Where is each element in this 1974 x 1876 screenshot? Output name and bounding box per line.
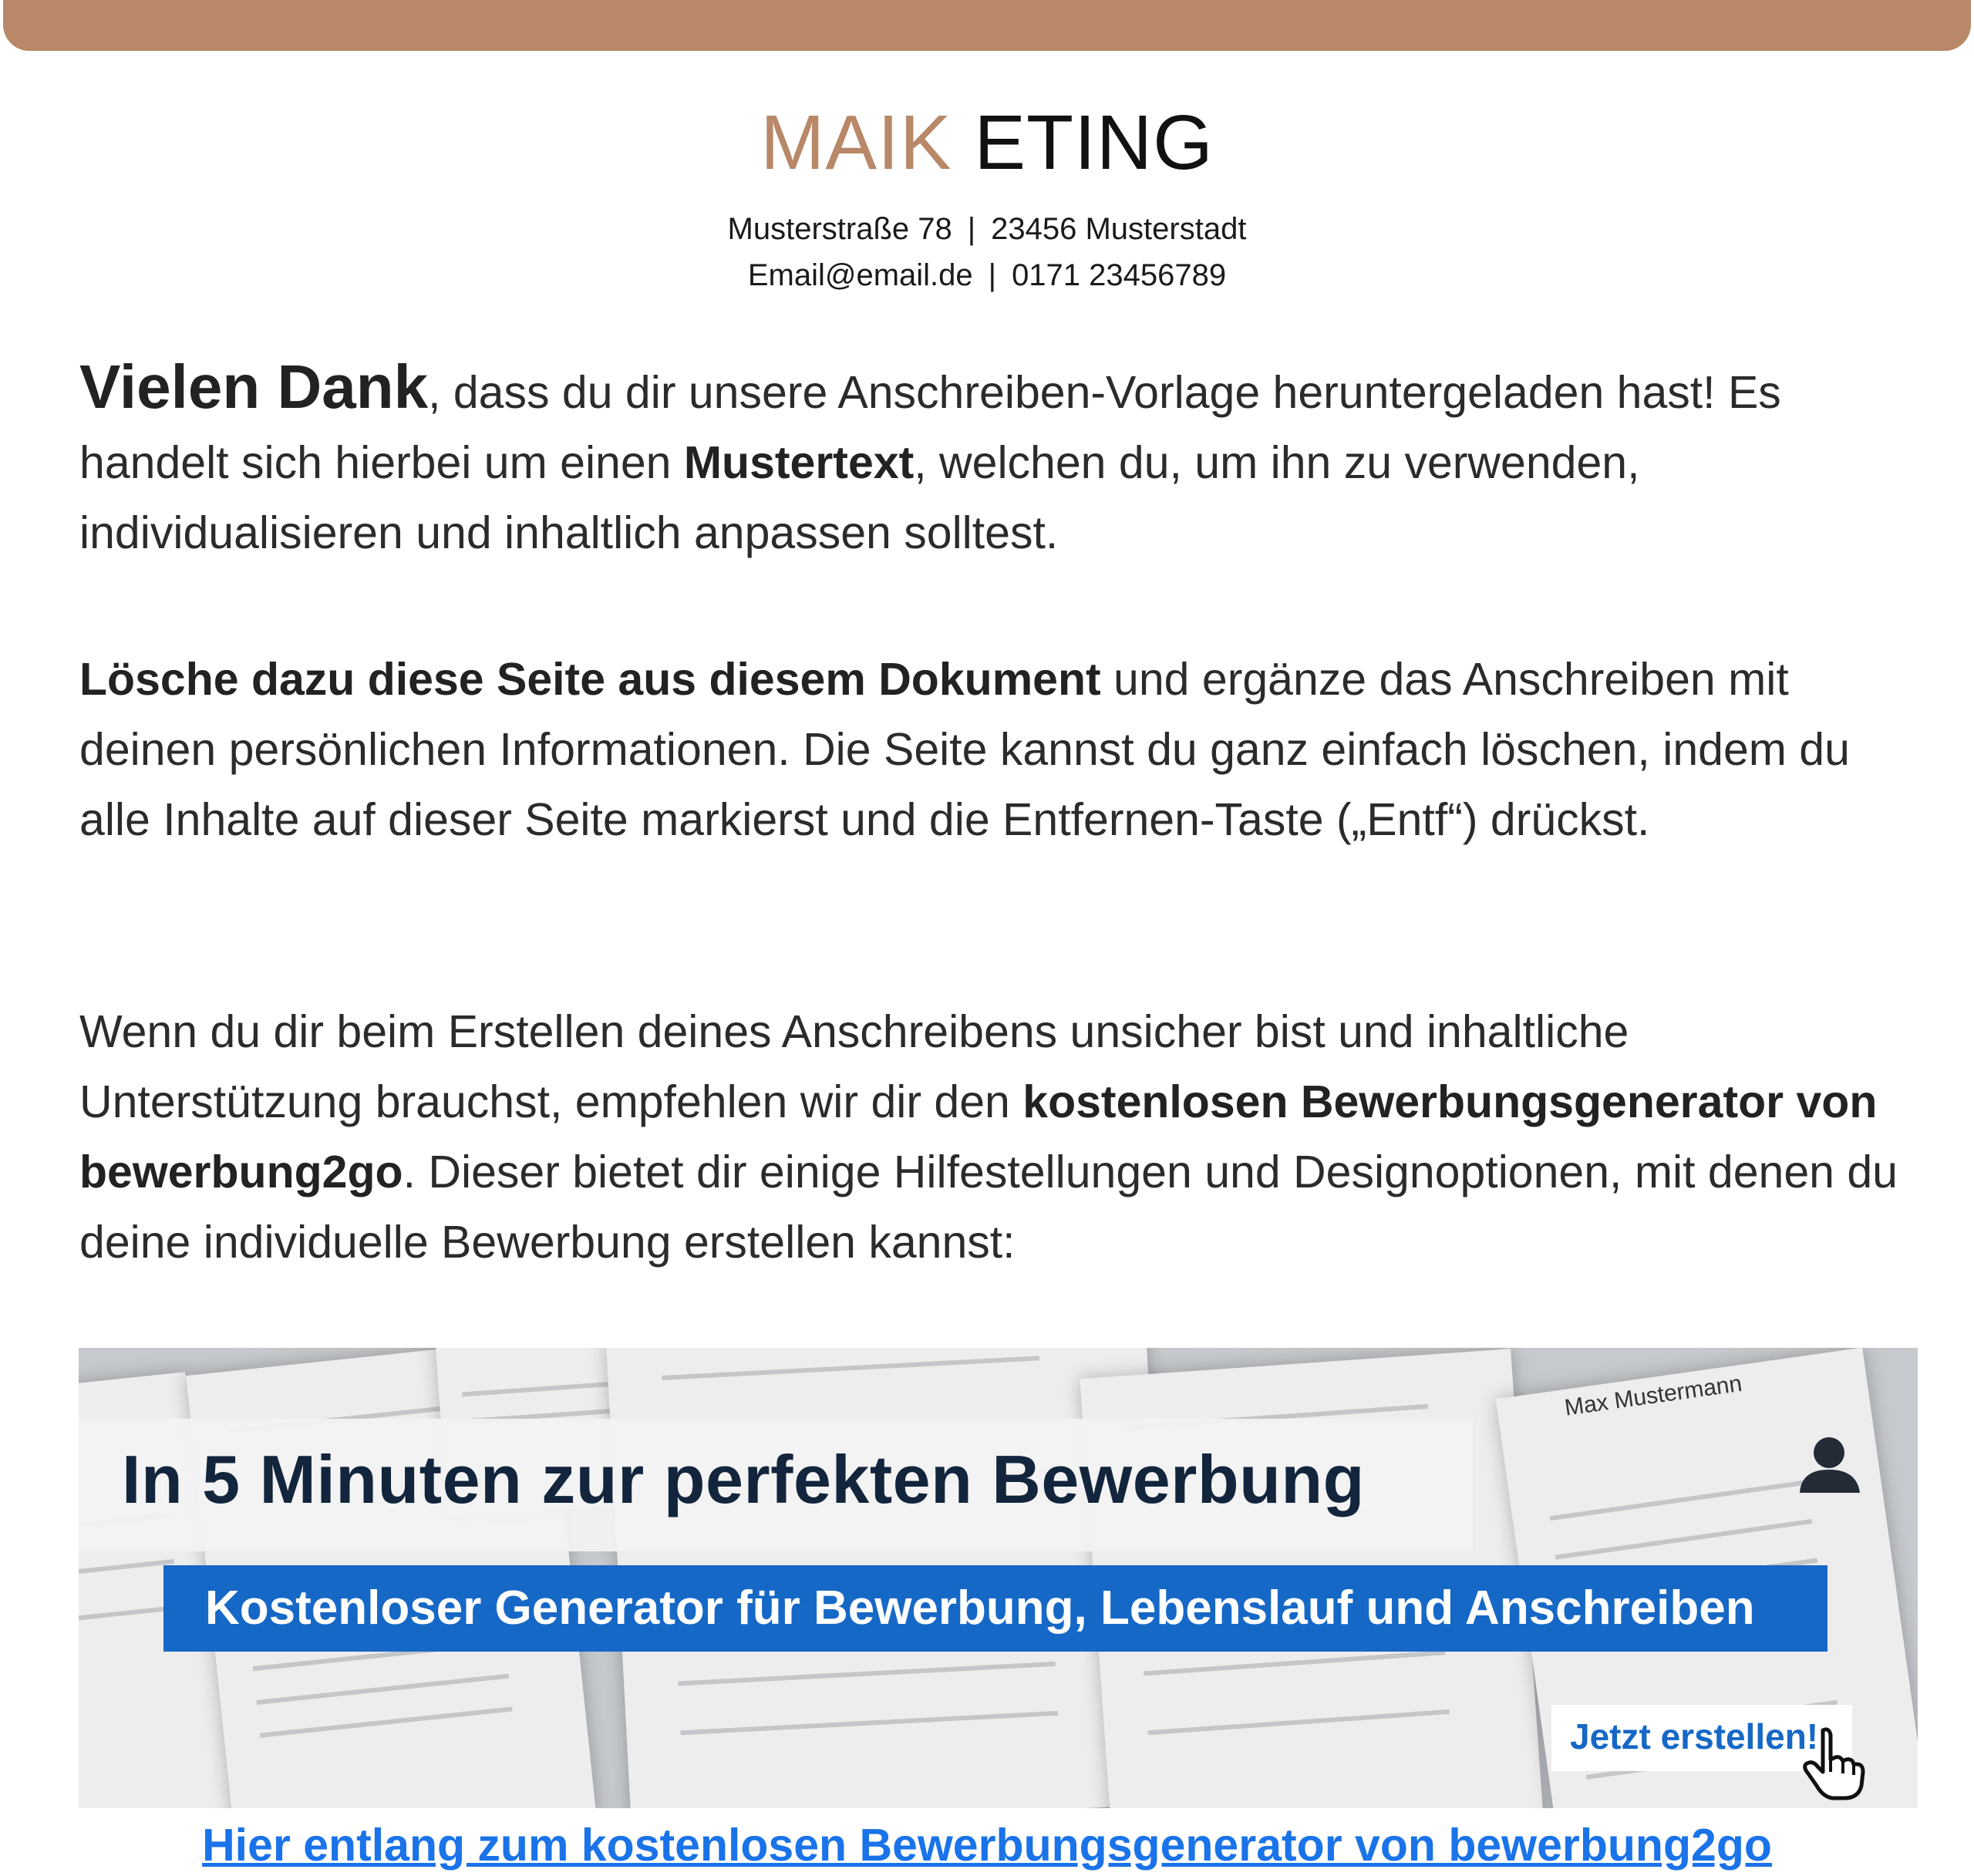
paragraph-text: Wenn du dir beim Erstellen deines Anschreibens unsicher bist und inhaltliche Unterstützung brauchst, empfehlen wir dir den — [79, 1006, 1629, 1127]
city: 23456 Musterstadt — [991, 212, 1247, 246]
applicant-name — [0, 96, 1974, 189]
bold-text: Mustertext — [683, 437, 915, 488]
paragraph-text: , welchen du, um ihn zu verwenden, individualisieren und inhaltlich anpassen solltest. — [79, 437, 1640, 558]
cv-name: Max Mustermann — [1563, 1370, 1744, 1421]
first-name: MAIK — [760, 99, 952, 186]
paragraph-text: . Dieser bietet dir einige Hilfestellungen und Designoptionen, mit denen du deine individuelle Bewerbung erstellen kannst: — [79, 1147, 1898, 1268]
banner-title-box — [79, 1419, 1473, 1551]
bold-text: Lösche dazu diese Seite aus diesem Dokument — [79, 654, 1101, 705]
bold-text: kostenlosen Bewerbungsgenerator von bewerbung2go — [79, 1076, 1878, 1197]
street: Musterstraße 78 — [727, 212, 952, 246]
contact-line — [0, 253, 1974, 298]
last-name: ETING — [974, 99, 1214, 186]
cta-label: Jetzt erstellen! — [1570, 1716, 1819, 1756]
thanks-lead: Vielen Dank — [79, 352, 429, 421]
generator-link[interactable]: Hier entlang zum kostenlosen Bewerbungsgenerator von bewerbung2go — [202, 1820, 1772, 1871]
separator: | — [988, 258, 997, 292]
separator: | — [967, 212, 976, 246]
paragraph-text: und ergänze das Anschreiben mit deinen persönlichen Informationen. Die Seite kannst du ganz einfach löschen, indem du alle Inhalte auf dieser Seite markierst und die Entfernen-Taste („Entf“) drückst. — [79, 654, 1850, 845]
phone: 0171 23456789 — [1012, 258, 1227, 292]
address-line — [0, 207, 1974, 251]
paragraph-thanks — [79, 352, 1922, 568]
avatar-icon — [1789, 1431, 1874, 1493]
banner-subtitle-box — [163, 1565, 1827, 1652]
paragraph-generator — [79, 997, 1922, 1278]
paragraph-text: , dass du dir unsere Anschreiben-Vorlage heruntergeladen hast! Es handelt sich hierbei um einen — [79, 367, 1781, 488]
generator-banner[interactable] — [79, 1348, 1918, 1808]
email: Email@email.de — [747, 258, 973, 292]
banner-subtitle: Kostenloser Generator für Bewerbung, Lebenslauf und Anschreiben — [205, 1581, 1755, 1635]
paragraph-delete — [79, 645, 1922, 855]
accent-top-bar — [3, 0, 1971, 51]
banner-title: In 5 Minuten zur perfekten Bewerbung — [122, 1441, 1365, 1517]
hand-cursor-icon — [1800, 1724, 1869, 1801]
